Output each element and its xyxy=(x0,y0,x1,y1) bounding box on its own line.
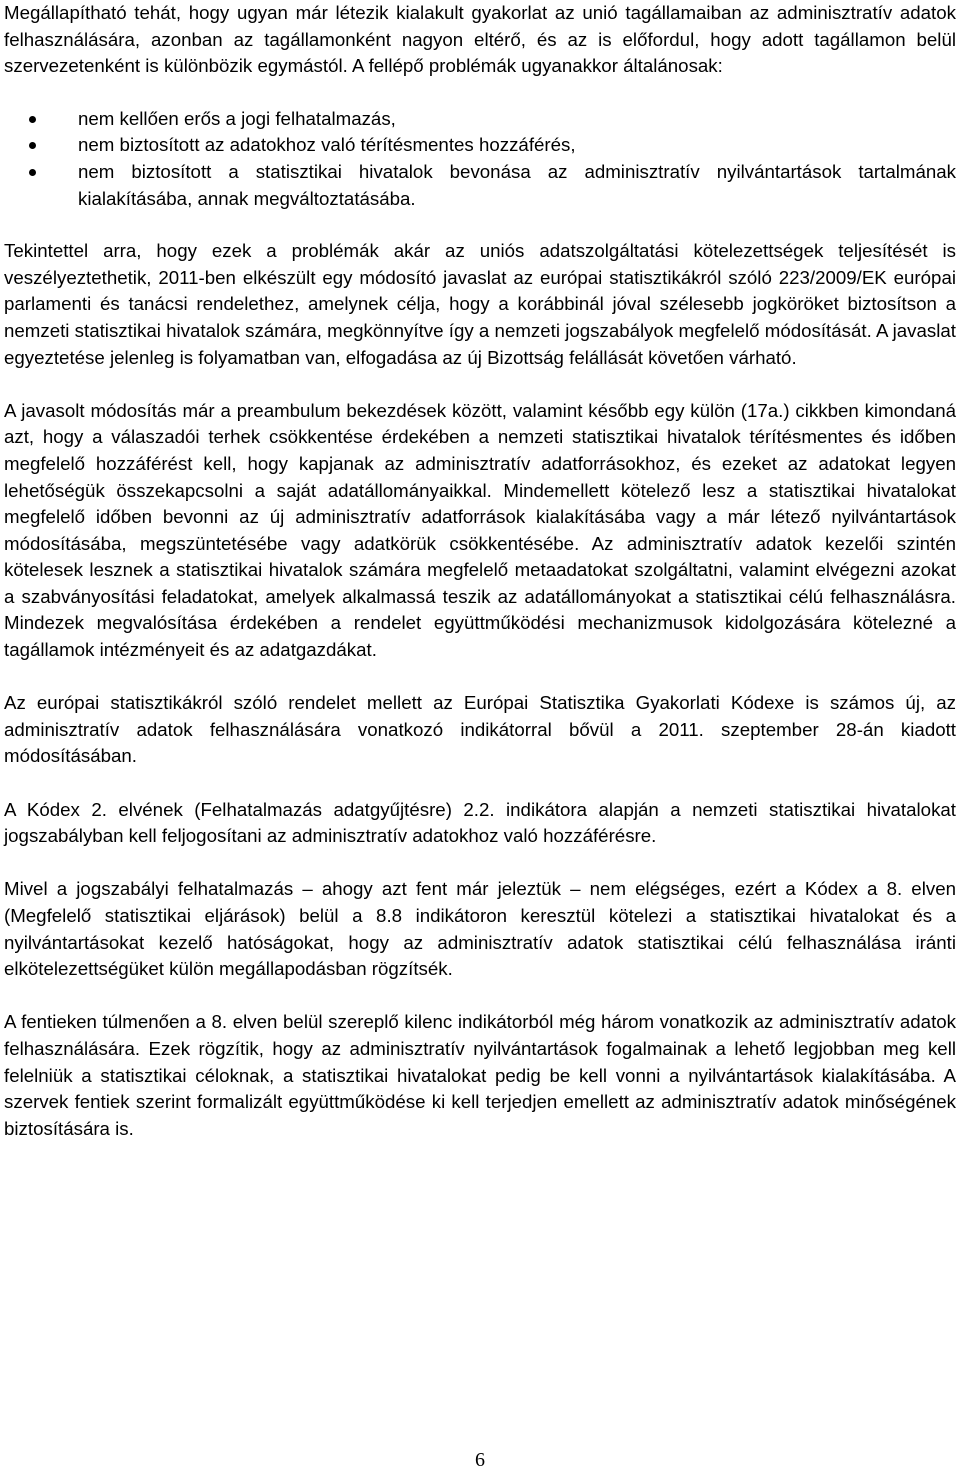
paragraph-amendment: A javasolt módosítás már a preambulum bekezdések között, valamint később egy külön (17a.) cikkben kimondaná azt, hogy a válaszadói terhek csökkentése érdekében a nemzeti statisztikai hivatalok térítésmentes és időben megfelelő hozzáférést kell, hogy kapjanak az adminisztratív adatforrásokhoz, és ezeket az adatokat legyen lehetőségük összekapcsolni a saját adatállományaikkal. Mindemellett kötelező lesz a statisztikai hivatalokat megfelelő időben bevonni az új adminisztratív adatforrások kialakításába vagy a már létező nyilvántartások módosításába, megszüntetésébe vagy adatkörük csökkentésébe. Az adminisztratív adatok kezelői szintén kötelesek lesznek a statisztikai hivatalok számára megfelelő metaadatokat szolgáltatni, valamint elvégezni azokat a szabványosítási feladatokat, amelyek alkalmassá teszik az adatállományokat a statisztikai célú felhasználásra. Mindezek megvalósítása érdekében a rendelet együttműködési mechanizmusok kidolgozására kötelezné a tagállamok intézményeit és az adatgazdákat. xyxy=(4,399,956,661)
paragraph-indicators: A fentieken túlmenően a 8. elven belül szereplő kilenc indikátorból még három vonatkozik az adminisztratív adatok felhasználására. Ezek rögzítik, hogy az adminisztratív nyilvántartások fogalmainak a lehető legjobban meg kell felelniük a statisztikai céloknak, a statisztikai hivatalokat pedig be kell vonni a nyilvántartások kialakításába. A szervek fentiek szerint formalizált együttműködése ki kell terjedjen emellett az adminisztratív adatok minőségének biztosítására is. xyxy=(4,1011,956,1139)
list-item-text: nem biztosított a statisztikai hivatalok bevonása az adminisztratív nyilvántartások tartalmának kialakításába, annak megváltoztatásába. xyxy=(78,160,956,209)
bullet-icon xyxy=(29,169,36,176)
list-item-text: nem kellően erős a jogi felhatalmazás, xyxy=(78,107,396,129)
problem-list xyxy=(4,106,956,212)
list-item xyxy=(4,132,956,159)
list-item xyxy=(4,106,956,133)
bullet-icon xyxy=(29,116,36,123)
list-item-text: nem biztosított az adatokhoz való térítésmentes hozzáférés, xyxy=(78,134,576,156)
paragraph-principle-2: A Kódex 2. elvének (Felhatalmazás adatgyűjtésre) 2.2. indikátora alapján a nemzeti statisztikai hivatalokat jogszabályban kell feljogosítani az adminisztratív adatokhoz való hozzáférésre. xyxy=(4,798,956,847)
paragraph-code-of-practice: Az európai statisztikákról szóló rendelet mellett az Európai Statisztika Gyakorlati Kódexe is számos új, az adminisztratív adatok felhasználására vonatkozó indikátorral bővül a 2011. szeptember 28-án kiadott módosításában. xyxy=(4,692,956,767)
document-page xyxy=(4,0,956,1142)
bullet-icon xyxy=(29,142,36,149)
intro-paragraph: Megállapítható tehát, hogy ugyan már létezik kialakult gyakorlat az unió tagállamaiban az adminisztratív adatok felhasználására, azonban az tagállamonként nagyon eltérő, és az is előfordul, hogy adott tagállamon belül szervezetenként is különbözik egymástól. A fellépő problémák ugyanakkor általánosak: xyxy=(4,2,956,77)
paragraph-proposal: Tekintettel arra, hogy ezek a problémák akár az uniós adatszolgáltatási kötelezettségek teljesítését is veszélyeztethetik, 2011-ben elkészült egy módosító javaslat az európai statisztikákról szóló 223/2009/EK európai parlamenti és tanácsi rendelethez, amelynek célja, hogy a korábbinál jóval szélesebb jogköröket biztosítson a nemzeti statisztikai hivatalok számára, megkönnyítve így a nemzeti jogszabályok megfelelő módosítását. A javaslat egyeztetése jelenleg is folyamatban van, elfogadása az új Bizottság felállását követően várható. xyxy=(4,240,956,368)
list-item xyxy=(4,159,956,212)
page-number: 6 xyxy=(475,1449,485,1471)
paragraph-principle-8: Mivel a jogszabályi felhatalmazás – ahogy azt fent már jeleztük – nem elégséges, ezért a Kódex a 8. elven (Megfelelő statisztikai eljárások) belül a 8.8 indikátoron keresztül kötelezi a statisztikai hivatalokat és a nyilvántartásokat kezelő hatóságokat, hogy az adminisztratív adatok statisztikai célú felhasználása iránti elkötelezettségüket külön megállapodásban rögzítsék. xyxy=(4,878,956,980)
